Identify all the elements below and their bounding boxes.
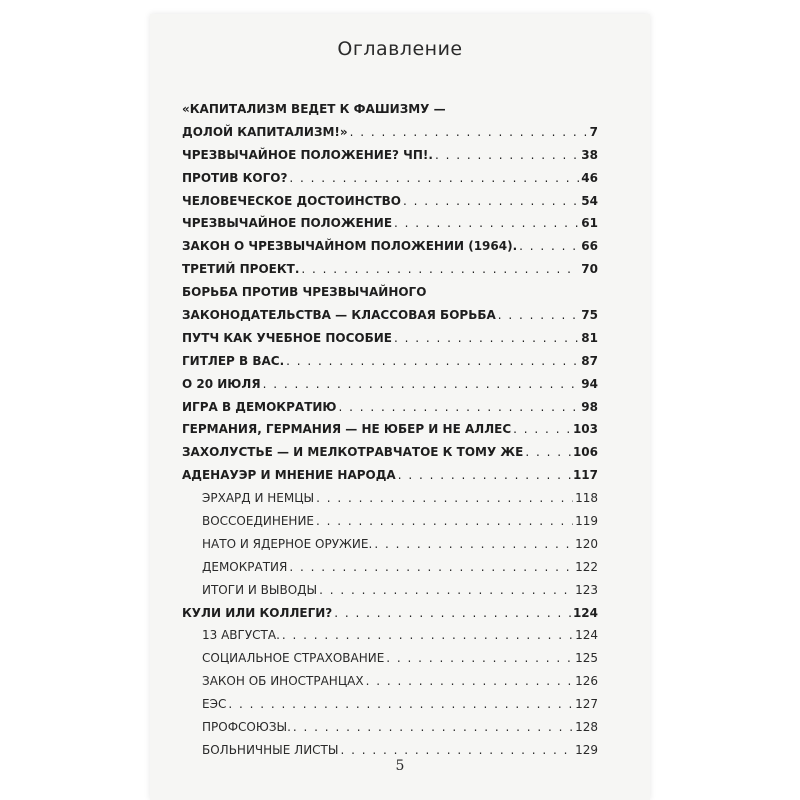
toc-page-number: 75 xyxy=(581,308,598,323)
dot-leader xyxy=(519,235,579,258)
toc-entry xyxy=(182,304,598,327)
toc-entry xyxy=(182,418,598,441)
toc-entry xyxy=(182,98,598,121)
toc-page-number: 122 xyxy=(575,559,598,574)
toc-page-number: 61 xyxy=(581,216,598,231)
toc-entry-title: БОРЬБА ПРОТИВ ЧРЕЗВЫЧАЙНОГО xyxy=(182,285,427,300)
toc-entry-title: НАТО И ЯДЕРНОЕ ОРУЖИЕ. xyxy=(202,536,373,551)
toc-page-number: 70 xyxy=(581,262,598,277)
toc-page-number: 87 xyxy=(581,353,598,368)
toc-entry xyxy=(182,396,598,419)
toc-entry-title: ЗАКОН ОБ ИНОСТРАНЦАХ xyxy=(202,674,364,689)
toc-entry xyxy=(182,464,598,487)
toc-page-number: 46 xyxy=(581,170,598,185)
dot-leader xyxy=(316,510,573,533)
dot-leader xyxy=(289,556,573,579)
dot-leader xyxy=(334,602,571,625)
toc-page-number: 38 xyxy=(581,147,598,162)
toc-page-number: 81 xyxy=(581,330,598,345)
dot-leader xyxy=(350,121,588,144)
toc-entry-title: ГИТЛЕР В ВАС. xyxy=(182,353,285,368)
toc-page-number: 119 xyxy=(575,514,598,529)
dot-leader xyxy=(282,624,573,647)
toc-entry-title: ДОЛОЙ КАПИТАЛИЗМ!» xyxy=(182,124,348,139)
toc-entry xyxy=(182,144,598,167)
toc-entry xyxy=(182,647,598,670)
toc-entry xyxy=(182,579,598,602)
toc-page-number: 129 xyxy=(575,742,598,757)
toc-entry xyxy=(182,258,598,281)
toc-page-number: 94 xyxy=(581,376,598,391)
page-number: 5 xyxy=(395,758,405,774)
dot-leader xyxy=(398,464,571,487)
dot-leader xyxy=(435,144,579,167)
toc-title: Оглавление xyxy=(337,38,463,60)
toc-entry xyxy=(182,167,598,190)
toc-entry-title: ЗАХОЛУСТЬЕ — И МЕЛКОТРАВЧАТОЕ К ТОМУ ЖЕ xyxy=(182,445,524,460)
toc-entry xyxy=(182,281,598,304)
toc-entry-title: ГЕРМАНИЯ, ГЕРМАНИЯ — НЕ ЮБЕР И НЕ АЛЛЕС xyxy=(182,422,512,437)
dot-leader xyxy=(394,327,579,350)
dot-leader xyxy=(525,441,571,464)
toc-entry xyxy=(182,327,598,350)
dot-leader xyxy=(513,418,571,441)
toc-entry-title: ИГРА В ДЕМОКРАТИЮ xyxy=(182,399,337,414)
toc-entry xyxy=(182,556,598,579)
toc-page-number: 117 xyxy=(572,468,598,483)
toc-entry xyxy=(182,212,598,235)
dot-leader xyxy=(374,533,573,556)
toc-page-number: 128 xyxy=(575,720,598,735)
dot-leader xyxy=(366,670,574,693)
dot-leader xyxy=(301,258,579,281)
dot-leader xyxy=(319,579,573,602)
dot-leader xyxy=(339,396,580,419)
dot-leader xyxy=(289,167,579,190)
dot-leader xyxy=(386,647,573,670)
toc-page-number: 98 xyxy=(581,399,598,414)
toc-entry-title: «КАПИТАЛИЗМ ВЕДЕТ К ФАШИЗМУ — xyxy=(182,102,446,116)
toc-page-number: 54 xyxy=(581,193,598,208)
toc-page-number: 103 xyxy=(572,422,598,437)
toc-entry-title: ПРОФСОЮЗЫ. xyxy=(202,720,291,735)
toc-page-number: 118 xyxy=(575,491,598,506)
toc-entry-title: ЕЭС xyxy=(202,697,227,712)
toc-entry xyxy=(182,441,598,464)
table-of-contents xyxy=(182,98,598,762)
dot-leader xyxy=(403,190,579,213)
toc-entry xyxy=(182,350,598,373)
toc-page-number: 127 xyxy=(575,697,598,712)
toc-page-number: 124 xyxy=(572,605,598,620)
dot-leader xyxy=(286,350,579,373)
toc-page-number: 7 xyxy=(589,124,598,139)
toc-entry xyxy=(182,121,598,144)
toc-entry-title: ДЕМОКРАТИЯ xyxy=(202,559,288,574)
toc-entry-title: ЧРЕЗВЫЧАЙНОЕ ПОЛОЖЕНИЕ? ЧП!. xyxy=(182,147,433,162)
toc-page-number: 120 xyxy=(575,536,598,551)
toc-entry-title: СОЦИАЛЬНОЕ СТРАХОВАНИЕ xyxy=(202,651,385,666)
dot-leader xyxy=(394,212,579,235)
toc-page-number: 66 xyxy=(581,239,598,254)
toc-entry xyxy=(182,487,598,510)
toc-entry xyxy=(182,190,598,213)
toc-page-number: 126 xyxy=(575,674,598,689)
toc-page-number: 125 xyxy=(575,651,598,666)
toc-page-number: 106 xyxy=(572,445,598,460)
toc-entry-title: ЧЕЛОВЕЧЕСКОЕ ДОСТОИНСТВО xyxy=(182,193,401,208)
dot-leader xyxy=(293,716,573,739)
toc-entry-title: ИТОГИ И ВЫВОДЫ xyxy=(202,582,318,597)
toc-entry-title: ЭРХАРД И НЕМЦЫ xyxy=(202,491,315,506)
toc-entry-title: О 20 ИЮЛЯ xyxy=(182,376,261,391)
toc-page-number: 123 xyxy=(575,582,598,597)
toc-entry xyxy=(182,670,598,693)
dot-leader xyxy=(228,693,573,716)
toc-entry-title: 13 АВГУСТА. xyxy=(202,628,280,643)
toc-entry-title: КУЛИ ИЛИ КОЛЛЕГИ? xyxy=(182,605,333,620)
toc-entry xyxy=(182,624,598,647)
toc-page-number: 124 xyxy=(575,628,598,643)
toc-entry-title: АДЕНАУЭР И МНЕНИЕ НАРОДА xyxy=(182,468,396,483)
toc-entry xyxy=(182,235,598,258)
toc-entry-title: ТРЕТИЙ ПРОЕКТ. xyxy=(182,262,300,277)
toc-entry xyxy=(182,693,598,716)
toc-entry-title: ЗАКОН О ЧРЕЗВЫЧАЙНОМ ПОЛОЖЕНИИ (1964). xyxy=(182,239,518,254)
dot-leader xyxy=(316,487,573,510)
dot-leader xyxy=(498,304,580,327)
toc-entry-title: ВОССОЕДИНЕНИЕ xyxy=(202,514,315,529)
dot-leader xyxy=(263,373,580,396)
toc-entry xyxy=(182,373,598,396)
toc-entry xyxy=(182,602,598,625)
toc-entry xyxy=(182,533,598,556)
toc-entry-title: ЗАКОНОДАТЕЛЬСТВА — КЛАССОВАЯ БОРЬБА xyxy=(182,308,496,323)
toc-entry xyxy=(182,716,598,739)
toc-entry-title: ЧРЕЗВЫЧАЙНОЕ ПОЛОЖЕНИЕ xyxy=(182,216,393,231)
toc-entry xyxy=(182,510,598,533)
toc-entry-title: ПРОТИВ КОГО? xyxy=(182,170,288,185)
toc-entry-title: ПУТЧ КАК УЧЕБНОЕ ПОСОБИЕ xyxy=(182,330,392,345)
toc-entry-title: БОЛЬНИЧНЫЕ ЛИСТЫ xyxy=(202,742,339,757)
